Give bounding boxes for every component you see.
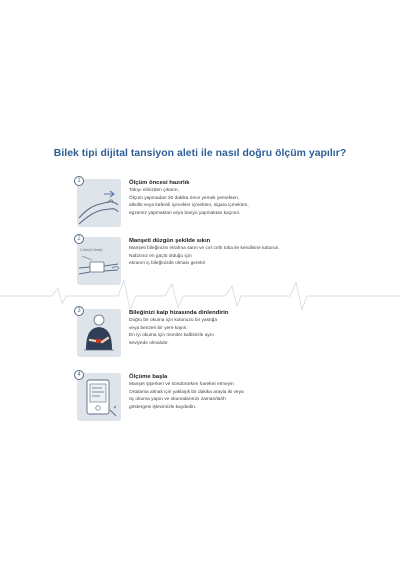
step-text-line: veya benzeri bir yere kayın. [129,325,188,331]
step-text-line: göstergesi işlevimizle kaydedin. [129,404,197,410]
step-text-line: En iyi okuma için monitör kalbinizle aynı [129,333,214,339]
step-text-line: Doğru bir okuma için kolunuzu bir yastığa [129,318,217,323]
wrist-cuff-icon [74,234,124,290]
step-4 [0,370,400,440]
step-title: Ölçüme başla [129,374,168,380]
step-text-line: ekranın iç bileğinizde olması gerekir [129,261,206,267]
step-text-line: Manşeti bileğinizin etrafına sarın ve cırt cırtlı toka ile kendisine tutturun. [129,246,280,251]
monitor-device-icon [74,370,124,426]
step-text-line: seviyede olmalıdır. [129,340,169,346]
step-number-badge: 2 [74,234,84,244]
step-title: Ölçüm öncesi hazırlık [129,180,190,186]
step-text-line: üç okuma yapın ve okumalarınızı zaman/tarih [129,397,226,403]
step-text-line: Ölçüm yapmadan 30 dakika önce yemek yemekten, [129,195,240,201]
step-text-line: Ortalama almak için yaklaşık bir dakika arayla iki veya [129,389,244,395]
step-title: Bileğinizi kalp hizasında dinlendirin [129,310,229,316]
arm-stretch-icon [74,176,124,232]
page-title: Bilek tipi dijital tansiyon aleti ile nasıl doğru ölçüm yapılır? [53,148,347,159]
step-text-line: Manşet şişerken ve söndürürken hareket etmeyin [129,382,234,387]
step-3 [0,306,400,376]
step-text-line: Takıyı elinizden çıkarın, [129,188,179,193]
cuff-distance-label: 1.0cm(0.4inch) [80,248,103,252]
step-2 [0,234,400,304]
seated-person-icon [74,306,124,362]
step-text-line: Nabzınız en güçlü olduğu için [129,253,192,259]
step-title: Manşeti düzgün şekilde sıkın [129,238,211,244]
step-text-line: egzersiz yapmaktan veya banyo yapmaktan kaçının. [129,210,241,216]
step-number-badge: 1 [74,176,84,186]
step-number-badge: 4 [74,370,84,380]
step-text-line: alkollü veya kafeinli içecekler içmekten, sigara içmekten, [129,203,249,209]
step-number-badge: 3 [74,306,84,316]
